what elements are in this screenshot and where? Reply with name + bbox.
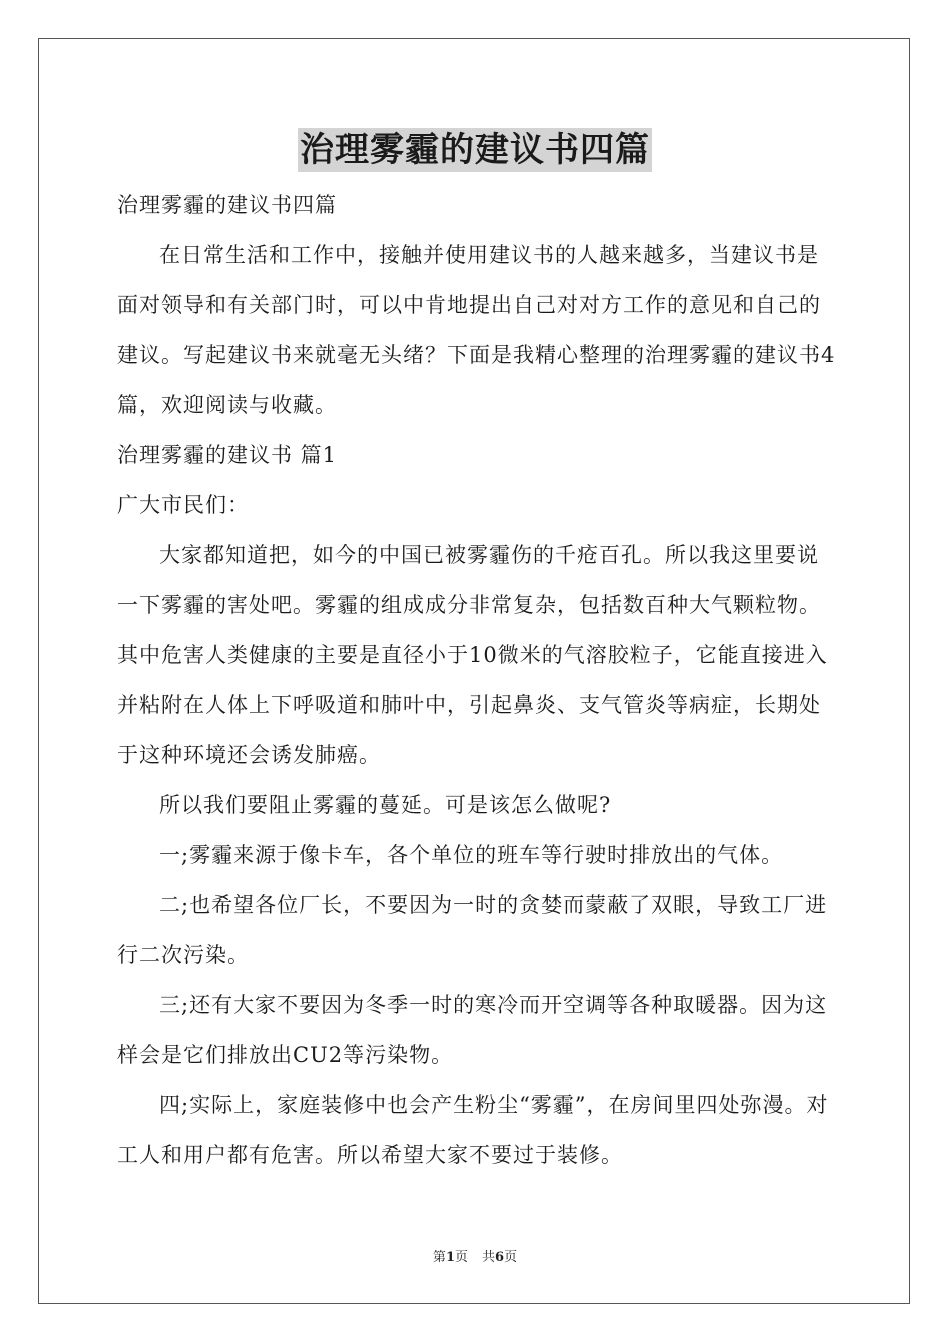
document-title: 治理雾霾的建议书四篇 (300, 130, 650, 170)
section-heading: 治理雾霾的建议书 篇1 (117, 443, 338, 467)
list-item: 二;也希望各位厂长，不要因为一时的贪婪而蒙蔽了双眼，导致工厂进行二次污染。 (117, 893, 828, 967)
total-suffix: 页 (504, 1250, 518, 1265)
page-suffix: 页 (454, 1250, 468, 1265)
paragraph: 在日常生活和工作中，接触并使用建议书的人越来越多，当建议书是面对领导和有关部门时，可以中肯地提出自己对对方工作的意见和自己的建议。写起建议书来就毫无头绪？下面是我精心整理的治理雾霾的建议书4篇，欢迎阅读与收藏。 (117, 243, 836, 417)
title-container (0, 128, 950, 172)
page-prefix: 第 (432, 1250, 446, 1265)
list-item: 一;雾霾来源于像卡车，各个单位的班车等行驶时排放出的气体。 (159, 843, 784, 867)
page-number: 1 (445, 1250, 455, 1265)
document-body (117, 180, 837, 1180)
page-footer (0, 1246, 950, 1265)
total-pages: 6 (495, 1250, 505, 1265)
paragraph: 治理雾霾的建议书四篇 (117, 193, 337, 217)
list-item: 三;还有大家不要因为冬季一时的寒冷而开空调等各种取暖器。因为这样会是它们排放出CU2等污染物。 (117, 993, 828, 1067)
salutation: 广大市民们： (117, 493, 249, 517)
paragraph: 大家都知道把，如今的中国已被雾霾伤的千疮百孔。所以我这里要说一下雾霾的害处吧。雾霾的组成成分非常复杂，包括数百种大气颗粒物。其中危害人类健康的主要是直径小于10微米的气溶胶粒子，它能直接进入并粘附在人体上下呼吸道和肺叶中，引起鼻炎、支气管炎等病症，长期处于这种环境还会诱发肺癌。 (117, 543, 828, 767)
list-item: 四;实际上，家庭装修中也会产生粉尘“雾霾”，在房间里四处弥漫。对工人和用户都有危害。所以希望大家不要过于装修。 (117, 1093, 829, 1167)
total-prefix: 共 (482, 1250, 496, 1265)
paragraph: 所以我们要阻止雾霾的蔓延。可是该怎么做呢? (159, 793, 612, 817)
